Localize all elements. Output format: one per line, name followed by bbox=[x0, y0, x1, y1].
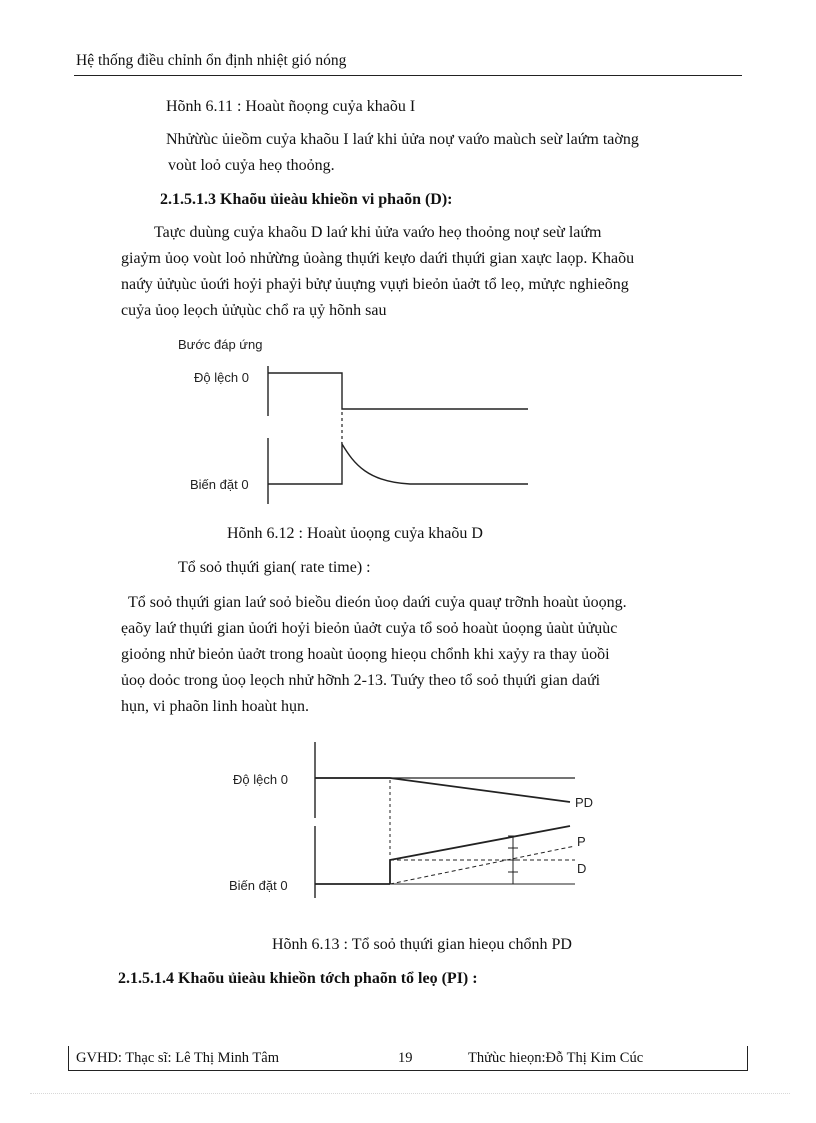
figure-6-13-p-label: P bbox=[577, 834, 586, 849]
figure-6-13-dimension-marker bbox=[508, 836, 518, 884]
paragraph-3-line-1: Tổ soỏ thụứi gian laứ soỏ bieồu dieón ủoọ daứi cuỷa quaự trỡnh hoaùt ủoọng. bbox=[128, 594, 627, 611]
header-divider bbox=[74, 75, 742, 76]
section-heading-d: 2.1.5.1.3 Khaõu ủieàu khieồn vi phaõn (D): bbox=[160, 191, 453, 208]
figure-6-13-output-label: Biến đặt 0 bbox=[229, 878, 288, 893]
paragraph-2-line-2: giaỷm ủoọ voùt loỏ nhửừng ủoàng thụứi keựo daứi thụứi gian xaực laọp. Khaõu bbox=[121, 250, 635, 267]
figure-6-11-caption: Hõnh 6.11 : Hoaùt ñoọng cuỷa khaõu I bbox=[166, 98, 416, 115]
section-heading-pi: 2.1.5.1.4 Khaõu ủieàu khieồn tớch phaõn tổ leọ (PI) : bbox=[118, 970, 478, 987]
footer-author: Thửùc hieọn:Đỗ Thị Kim Cúc bbox=[468, 1050, 644, 1066]
paragraph-2-line-3: naứy ủửụùc ủoứi hoỷi phaỷi bửự ủuựng vụựi bieỏn ủaởt tổ leọ, mửực nghieõng bbox=[121, 276, 629, 293]
figure-6-12-diagram bbox=[170, 332, 540, 512]
paragraph-3-line-5: hụn, vi phaõn linh hoaùt hụn. bbox=[121, 698, 309, 715]
figure-6-13-diagram bbox=[225, 738, 625, 908]
figure-6-12-deviation-label: Độ lệch 0 bbox=[194, 370, 249, 385]
rate-time-heading: Tổ soỏ thụứi gian( rate time) : bbox=[178, 559, 371, 576]
figure-6-13-p-dashed-line bbox=[390, 846, 575, 884]
footer-page-number: 19 bbox=[398, 1050, 413, 1066]
paragraph-2-line-1: Taực duùng cuỷa khaõu D laứ khi ủửa vaứo heọ thoỏng noự seừ laứm bbox=[154, 224, 602, 241]
figure-6-13-deviation-label: Độ lệch 0 bbox=[233, 772, 288, 787]
page-bottom-dotted-line bbox=[30, 1093, 790, 1094]
paragraph-3-line-4: ủoọ doỏc trong ủoọ leọch nhử hỡnh 2-13. Tuứy theo tổ soỏ thụứi gian daứi bbox=[121, 672, 601, 689]
page-header-title: Hệ thống điều chỉnh ổn định nhiệt gió nóng bbox=[76, 52, 347, 69]
figure-6-12-deviation-curve bbox=[268, 373, 528, 409]
figure-6-12-output-curve bbox=[268, 444, 528, 484]
paragraph-3-line-2: ẹaõy laứ thụứi gian ủoứi hoỷi bieỏn ủaởt cuỷa tổ soỏ hoaùt ủoọng ủaùt ủửụùc bbox=[121, 620, 618, 637]
paragraph-2-line-4: cuỷa ủoọ leọch ủửụùc chổ ra ụỷ hõnh sau bbox=[121, 302, 387, 319]
figure-6-12-caption: Hõnh 6.12 : Hoaùt ủoọng cuỷa khaõu D bbox=[227, 525, 483, 542]
paragraph-1-line-2: voùt loỏ cuỷa heọ thoỏng. bbox=[168, 157, 335, 174]
figure-6-13-pd-deviation-ramp bbox=[315, 778, 570, 802]
paragraph-1-line-1: Nhửừùc ủieồm cuỷa khaõu I laứ khi ủửa noự vaứo maùch seừ laứm taờng bbox=[166, 131, 639, 148]
figure-6-13-d-label: D bbox=[577, 861, 587, 876]
figure-6-13-pd-label: PD bbox=[575, 795, 594, 810]
paragraph-3-line-3: gioỏng nhử bieỏn ủaởt trong hoaùt ủoọng hieọu chổnh khi xaỷy ra thay ủoồi bbox=[121, 646, 610, 663]
footer-advisor: GVHD: Thạc sĩ: Lê Thị Minh Tâm bbox=[76, 1050, 279, 1066]
figure-6-12-output-label: Biến đặt 0 bbox=[190, 477, 249, 492]
figure-6-12-title: Bước đáp ứng bbox=[178, 337, 263, 352]
figure-6-13-pd-output-curve bbox=[390, 826, 570, 884]
figure-6-13-caption: Hõnh 6.13 : Tổ soỏ thụứi gian hieọu chổnh PD bbox=[272, 936, 572, 953]
